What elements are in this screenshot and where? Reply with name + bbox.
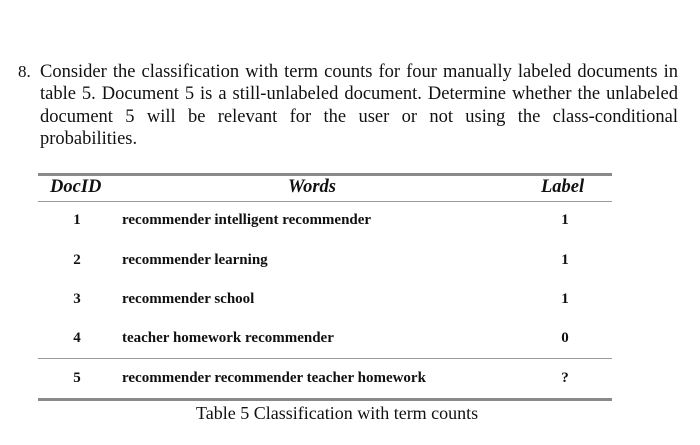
row-label: 1 [561, 291, 569, 307]
header-docid: DocID [50, 177, 102, 197]
table-row [38, 291, 612, 313]
table-caption: Table 5 Classification with term counts [196, 403, 479, 423]
row-label: ? [561, 370, 569, 386]
question-number: 8. [18, 62, 31, 81]
table-header-rule [38, 201, 612, 202]
table-row [38, 330, 612, 352]
row-label: 1 [561, 252, 569, 268]
row-label: 0 [561, 330, 569, 346]
table-top-rule [38, 173, 612, 176]
table-row [38, 212, 612, 234]
row-words: recommender intelligent recommender [122, 212, 372, 228]
row-docid: 3 [73, 291, 81, 307]
table-separator-rule [38, 358, 612, 359]
row-docid: 4 [73, 330, 81, 346]
header-label: Label [541, 177, 585, 197]
table-row-unlabeled [38, 370, 612, 392]
row-docid: 2 [73, 252, 81, 268]
question-text: Consider the classification with term counts for four manually labeled documents in table 5. Document 5 is a still-unlabeled document. Determine whether the unlabeled document 5 will be relevant for the user or not using the class-conditional probabilities. [40, 62, 678, 149]
table-bottom-rule [38, 398, 612, 401]
question-block [18, 61, 678, 150]
row-docid: 5 [73, 370, 81, 386]
row-words: recommender school [122, 291, 255, 307]
row-words: recommender learning [122, 252, 268, 268]
row-docid: 1 [73, 212, 81, 228]
row-words: teacher homework recommender [122, 330, 334, 346]
header-words: Words [288, 177, 336, 197]
row-words: recommender recommender teacher homework [122, 370, 426, 386]
table-row [38, 252, 612, 274]
row-label: 1 [561, 212, 569, 228]
